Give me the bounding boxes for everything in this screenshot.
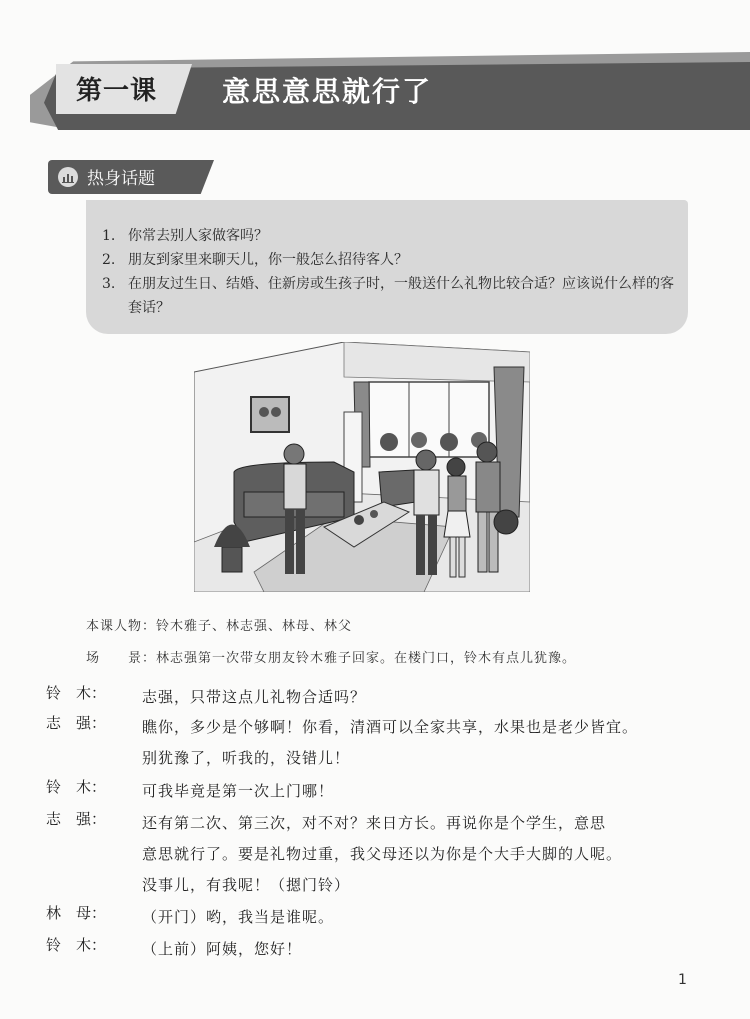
warmup-heading: 热身话题 bbox=[87, 169, 155, 189]
speech-text bbox=[142, 712, 712, 774]
question-number: 3. bbox=[102, 276, 116, 292]
question-number: 1. bbox=[102, 228, 116, 244]
bar-chart-icon bbox=[58, 167, 78, 187]
lesson-title: 意思意思就行了 bbox=[222, 75, 433, 108]
speaker-name: 铃 木： bbox=[46, 778, 107, 796]
speaker-name: 志 强： bbox=[46, 810, 107, 828]
speech-text bbox=[142, 934, 712, 965]
list-item bbox=[102, 272, 682, 320]
speaker-name: 铃 木： bbox=[46, 684, 107, 702]
lesson-number: 第一课 bbox=[76, 76, 158, 106]
speaker-name: 志 强： bbox=[46, 714, 107, 732]
question-text: 你常去别人家做客吗？ bbox=[128, 228, 268, 244]
list-item bbox=[102, 248, 682, 272]
speech-line: （上前）阿姨，您好！ bbox=[142, 940, 303, 958]
speech-line: 还有第二次、第三次，对不对？来日方长。再说你是个学生，意思 bbox=[142, 814, 607, 832]
warmup-question-list bbox=[102, 224, 682, 320]
lesson-characters: 本课人物：铃木雅子、林志强、林母、林父 bbox=[86, 619, 353, 634]
speech-line: 瞧你，多少是个够啊！你看，清酒可以全家共享，水果也是老少皆宜。 bbox=[142, 718, 639, 736]
speech-line: （开门）哟，我当是谁呢。 bbox=[142, 908, 335, 926]
living-room-illustration bbox=[194, 342, 530, 592]
speech-text bbox=[142, 682, 712, 713]
lesson-setting: 场 景：林志强第一次带女朋友铃木雅子回家。在楼门口，铃木有点儿犹豫。 bbox=[86, 651, 577, 666]
page-number: 1 bbox=[678, 972, 687, 988]
question-number: 2. bbox=[102, 252, 116, 268]
speech-line: 别犹豫了，听我的，没错儿！ bbox=[142, 749, 351, 767]
question-text: 在朋友过生日、结婚、住新房或生孩子时，一般送什么礼物比较合适？应该说什么样的客套话？ bbox=[128, 276, 674, 316]
list-item bbox=[102, 224, 682, 248]
speech-line: 可我毕竟是第一次上门哪！ bbox=[142, 782, 335, 800]
speech-text bbox=[142, 776, 712, 807]
speech-text bbox=[142, 902, 712, 933]
speaker-name: 铃 木： bbox=[46, 936, 107, 954]
speech-line: 志强，只带这点儿礼物合适吗？ bbox=[142, 688, 367, 706]
question-text: 朋友到家里来聊天儿，你一般怎么招待客人？ bbox=[128, 252, 408, 268]
speech-text bbox=[142, 808, 712, 901]
speaker-name: 林 母： bbox=[46, 904, 107, 922]
speech-line: 没事儿，有我呢！（摁门铃） bbox=[142, 876, 351, 894]
speech-line: 意思就行了。要是礼物过重，我父母还以为你是个大手大脚的人呢。 bbox=[142, 845, 623, 863]
